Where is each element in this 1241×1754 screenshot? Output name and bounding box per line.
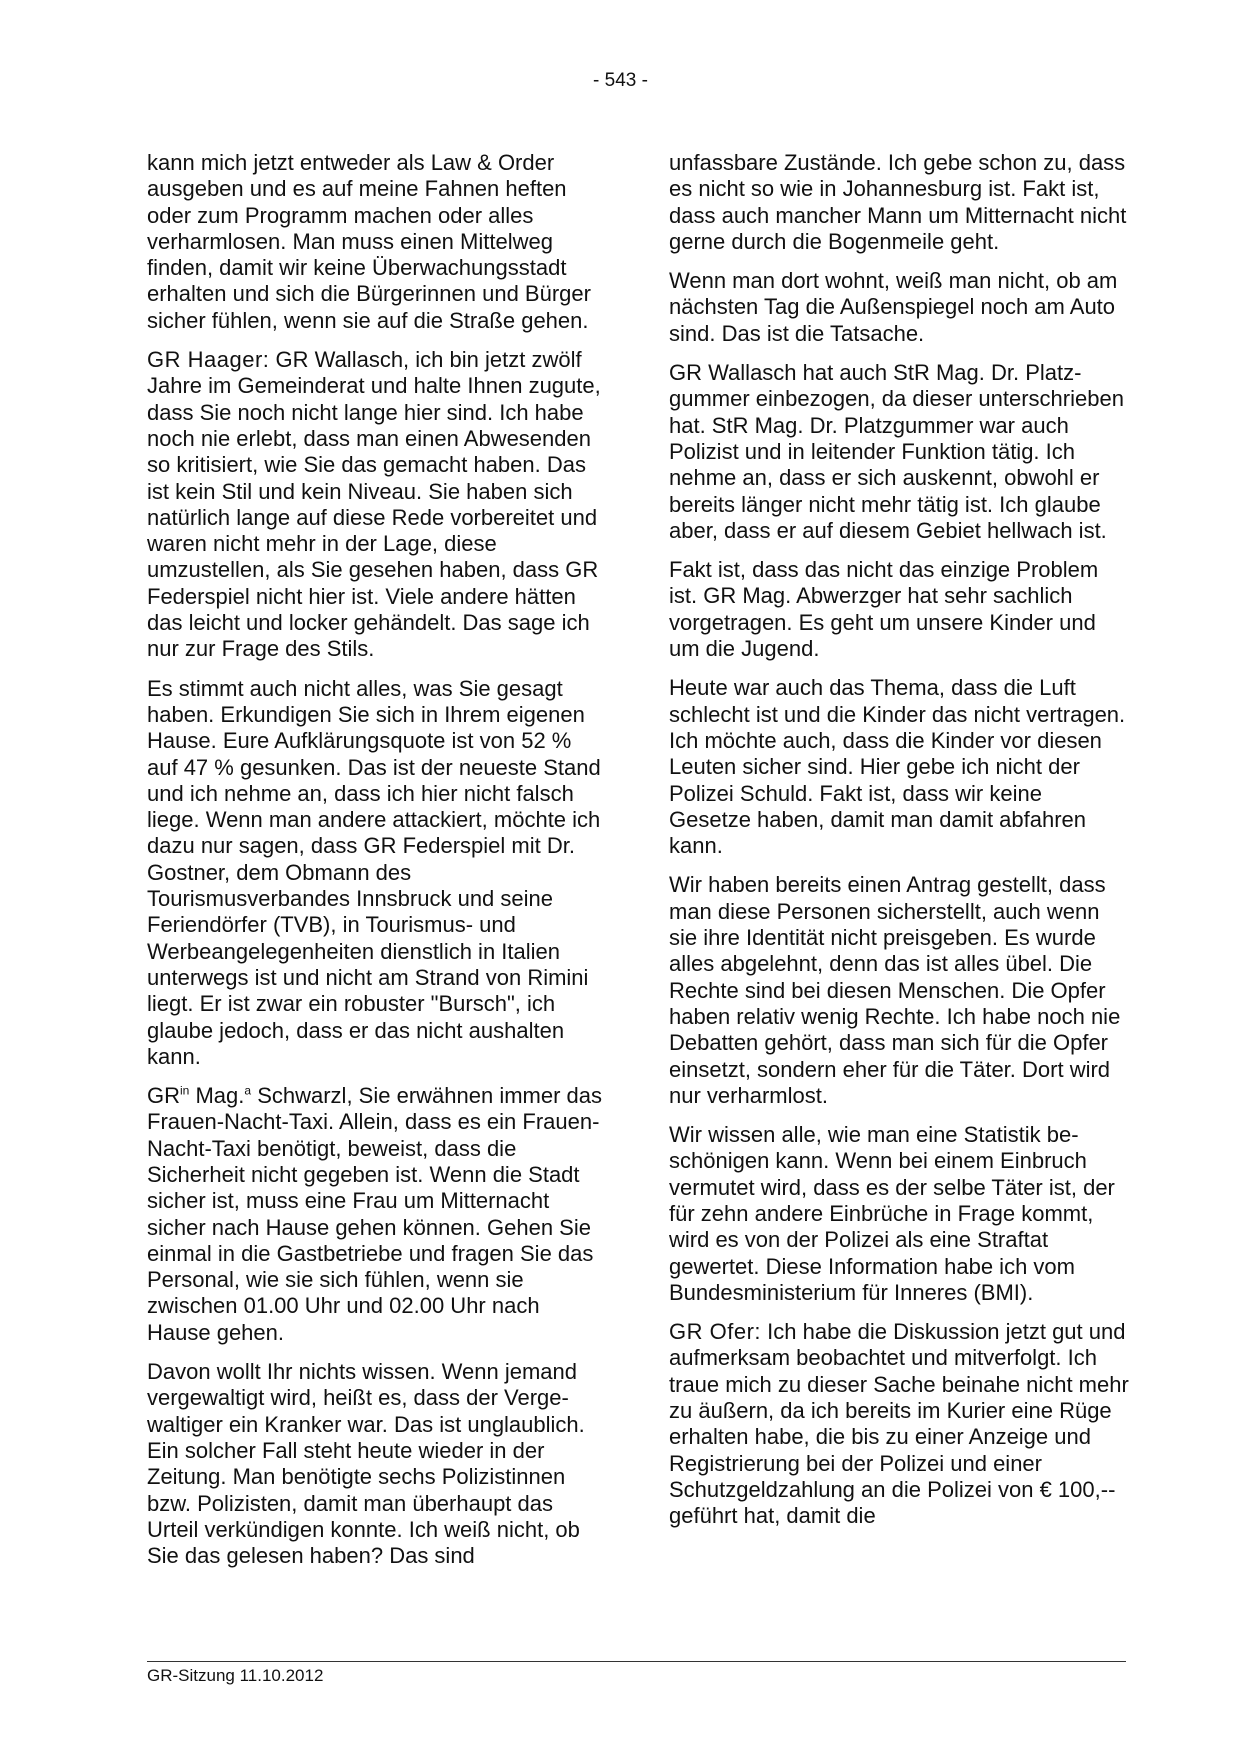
paragraph-text: GR Wallasch, ich bin jetzt zwölf Jahre im Gemeinderat und halte Ihnen zugute, dass Sie noch nicht lange hier sind. Ich habe noch nie erlebt, dass man einen Abwesenden so kritisiert, wie Sie das gemacht haben. Das ist kein Stil und kein Niveau. Sie haben sich natürlich lange auf diese Rede vorbereitet und waren nicht mehr in der Lage, diese umzustellen, als Sie gesehen haben, dass GR Federspiel nicht hier ist. Viele andere hätten das leicht und locker gehändelt. Das sage ich nur zur Frage des Stils. xyxy=(147,347,601,662)
paragraph: Fakt ist, dass das nicht das einzige Problem ist. GR Mag. Abwerzger hat sehr sachlich vorgetragen. Es geht um unsere Kinder und um die Jugend. xyxy=(669,557,1099,662)
left-column xyxy=(147,150,607,1582)
paragraph xyxy=(669,1319,1129,1529)
speaker-title: Mag. xyxy=(195,1083,245,1109)
paragraph-text: Schwarzl, Sie erwähnen immer das Frauen-Nacht-Taxi. Allein, dass es ein Frauen-Nacht-Taxi benötigt, beweist, dass die Sicherheit nicht gegeben ist. Wenn die Stadt sicher ist, muss eine Frau um Mitternacht sicher nach Hause gehen können. Gehen Sie einmal in die Gastbetriebe und fragen Sie das Personal, wie sie sich fühlen, wenn sie zwischen 01.00 Uhr und 02.00 Uhr nach Hause gehen. xyxy=(147,1083,603,1345)
superscript: a xyxy=(244,1083,252,1098)
footer-divider xyxy=(147,1661,1126,1662)
paragraph: kann mich jetzt entweder als Law & Order ausgeben und es auf meine Fahnen heften oder zum Programm machen oder alles verharmlosen. Man muss einen Mittelweg finden, damit wir keine Überwachungsstadt erhalten und sich die Bürgerinnen und Bürger sicher fühlen, wenn sie auf die Straße gehen. xyxy=(147,150,591,333)
paragraph: Heute war auch das Thema, dass die Luft schlecht ist und die Kinder das nicht vertragen. Ich möchte auch, dass die Kinder vor diesen Leuten sicher sind. Hier gebe ich nicht der Polizei Schuld. Fakt ist, dass wir keine Gesetze haben, damit man damit abfahren kann. xyxy=(669,675,1126,859)
speaker-title: GR xyxy=(147,1083,180,1109)
right-column xyxy=(669,150,1129,1543)
paragraph: GR Wallasch hat auch StR Mag. Dr. Platzgummer einbezogen, da dieser unterschrieben hat. StR Mag. Dr. Platzgummer war auch Polizist und in leitender Funktion tätig. Ich nehme an, dass er sich auskennt, obwohl er bereits länger nicht mehr tätig ist. Ich glaube aber, dass er auf diesem Gebiet hellwach ist. xyxy=(669,360,1124,543)
page-number: - 543 - xyxy=(593,70,648,91)
speaker-label: GR Haager: xyxy=(147,347,270,373)
paragraph: Wenn man dort wohnt, weiß man nicht, ob am nächsten Tag die Außenspiegel noch am Auto sind. Das ist die Tatsache. xyxy=(669,268,1118,346)
superscript: in xyxy=(180,1083,190,1098)
footer-session-date: GR-Sitzung 11.10.2012 xyxy=(147,1666,324,1685)
paragraph xyxy=(147,347,607,663)
paragraph: Wir wissen alle, wie man eine Statistik beschönigen kann. Wenn bei einem Einbruch vermutet wird, dass es der selbe Täter ist, der für zehn andere Einbrüche in Frage kommt, wird es von der Polizei als eine Straftat gewertet. Diese Information habe ich vom Bundesministerium für Inneres (BMI). xyxy=(669,1122,1115,1305)
paragraph: unfassbare Zustände. Ich gebe schon zu, dass es nicht so wie in Johannesburg ist. Fakt ist, dass auch mancher Mann um Mitternacht nicht gerne durch die Bogenmeile geht. xyxy=(669,150,1127,254)
paragraph xyxy=(147,1083,607,1346)
paragraph: Davon wollt Ihr nichts wissen. Wenn jemand vergewaltigt wird, heißt es, dass der Vergewaltiger ein Kranker war. Das ist unglaublich. Ein solcher Fall steht heute wieder in der Zeitung. Man benötigte sechs Polizistinnen bzw. Polizisten, damit man überhaupt das Urteil verkündigen konnte. Ich weiß nicht, ob Sie das gelesen haben? Das sind xyxy=(147,1359,585,1569)
paragraph: Wir haben bereits einen Antrag gestellt, dass man diese Personen sicherstellt, auch wenn sie ihre Identität nicht preisgeben. Es wurde alles abgelehnt, denn das ist alles übel. Die Rechte sind bei diesen Menschen. Die Opfer haben relativ wenig Rechte. Ich habe noch nie Debatten gehört, dass man sich für die Opfer einsetzt, sondern eher für die Täter. Dort wird nur verharmlost. xyxy=(669,872,1121,1108)
speaker-label: GR Ofer: xyxy=(669,1319,762,1345)
paragraph: Es stimmt auch nicht alles, was Sie gesagt haben. Erkundigen Sie sich in Ihrem eigenen Hause. Eure Aufklärungsquote ist von 52 % auf 47 % gesunken. Das ist der neueste Stand und ich nehme an, dass ich hier nicht falsch liege. Wenn man andere attackiert, möchte ich dazu nur sagen, dass GR Federspiel mit Dr. Gostner, dem Obmann des Tourismusverbandes Innsbruck und seine Feriendörfer (TVB), in Tourismus- und Werbeangelegenheiten dienstlich in Italien unterwegs ist und nicht am Strand von Rimini liegt. Er ist zwar ein robuster "Bursch", ich glaube jedoch, dass er das nicht aushalten kann. xyxy=(147,675,601,1069)
paragraph-text: Ich habe die Diskussion jetzt gut und aufmerksam beobachtet und mitverfolgt. Ich traue mich zu dieser Sache beinahe nicht mehr zu äußern, da ich bereits im Kurier eine Rüge erhalten habe, die bis zu einer Anzeige und Registrierung bei der Polizei und einer Schutzgeldzahlung an die Polizei von € 100,-- geführt hat, damit die xyxy=(669,1319,1129,1529)
